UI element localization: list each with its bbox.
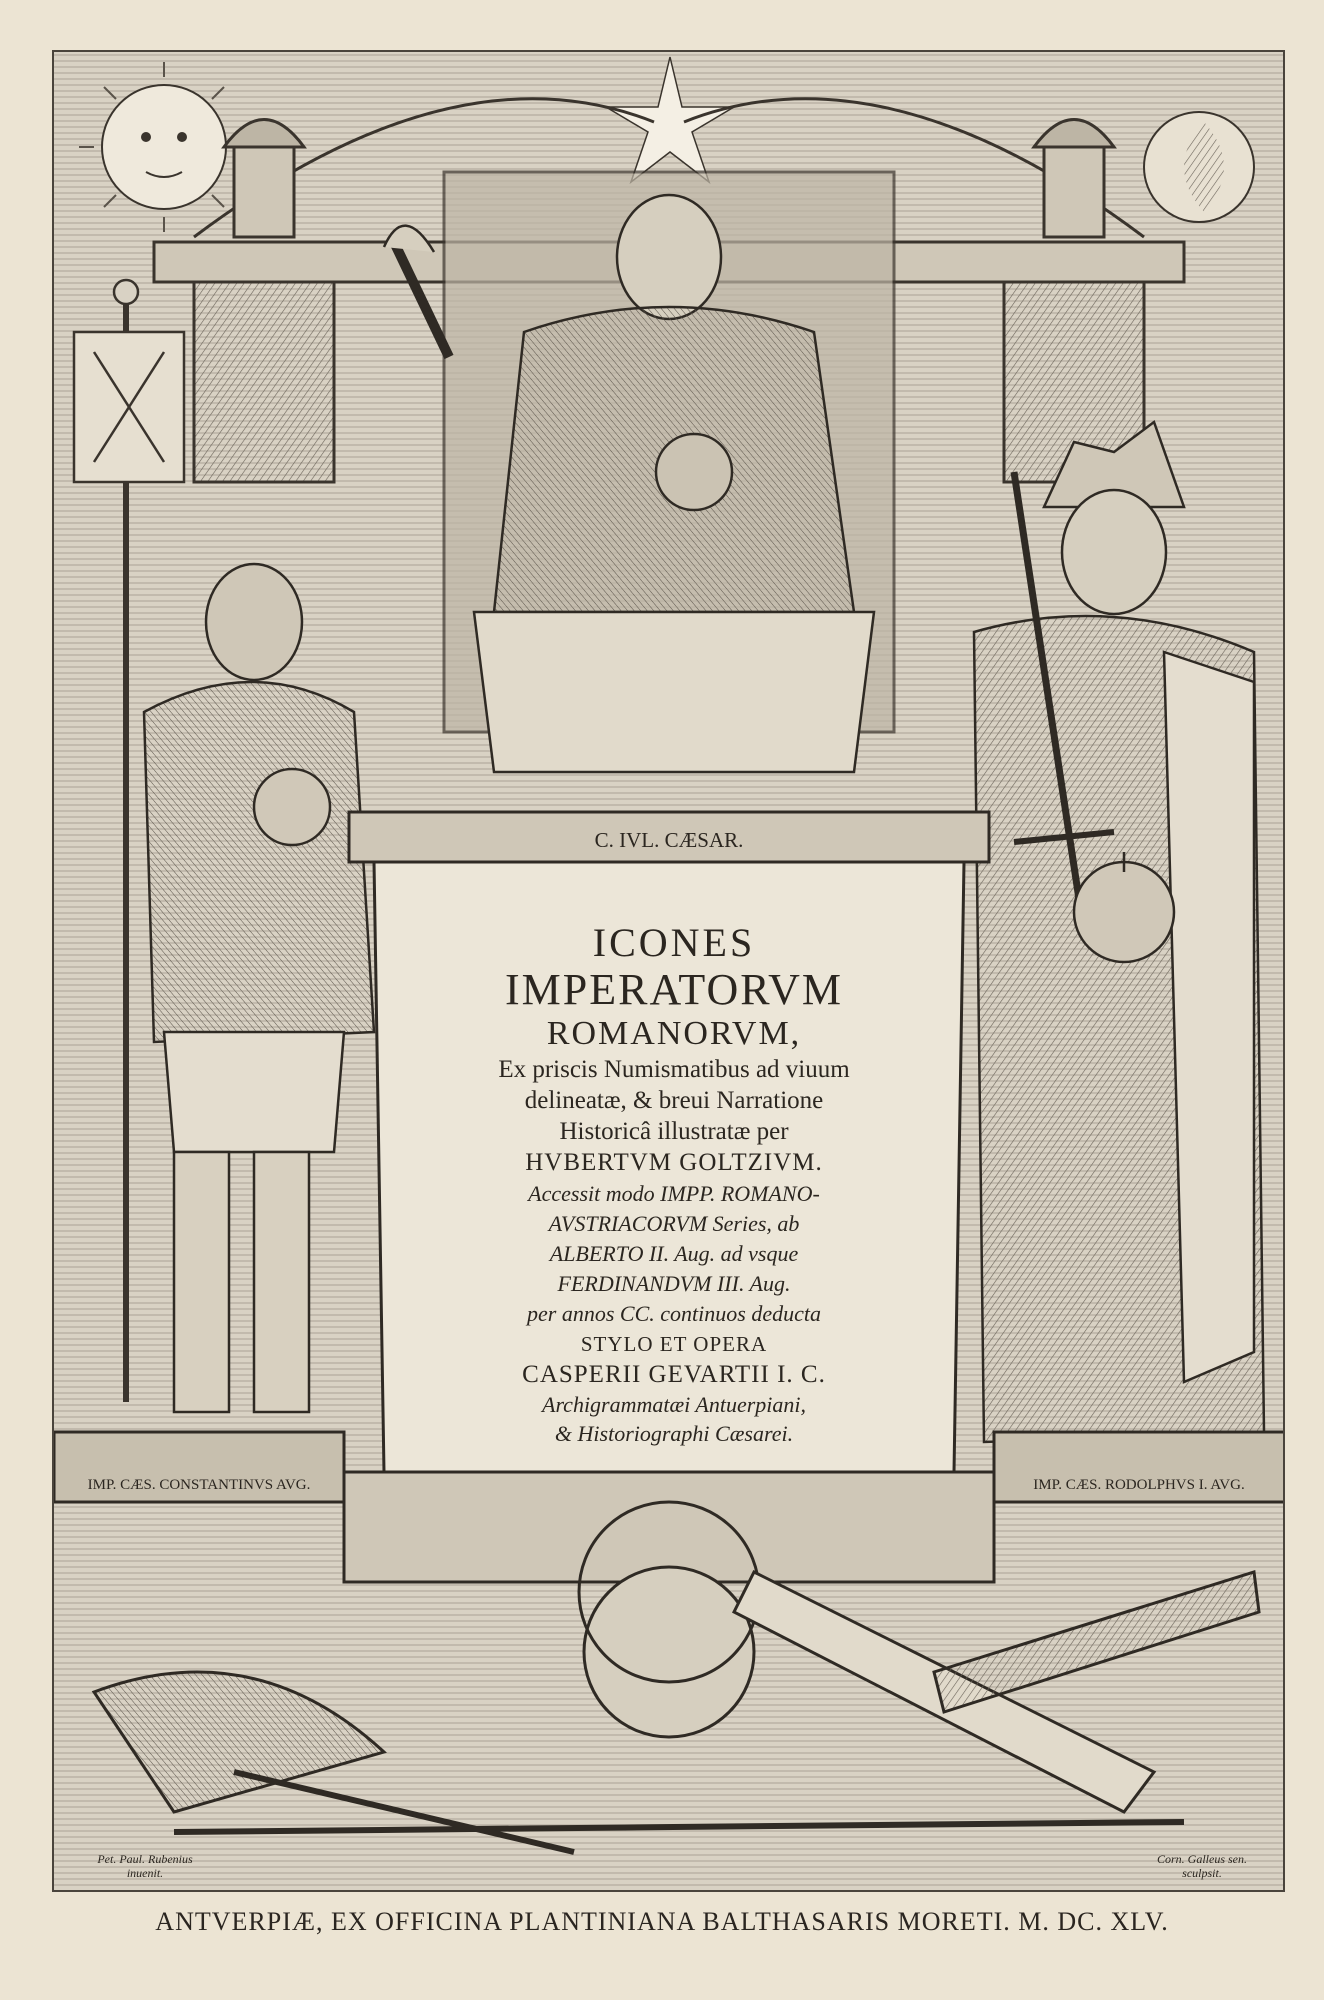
moon-icon <box>1144 112 1254 222</box>
title-line-15: Archigrammatæi Antuerpiani, <box>542 1392 806 1417</box>
inventor-role: inuenit. <box>126 1866 164 1880</box>
left-pedestal-label: IMP. CÆS. CONSTANTINVS AVG. <box>87 1477 311 1493</box>
inventor-name: Pet. Paul. Rubenius <box>97 1852 193 1866</box>
title-line-13: STYLO ET OPERA <box>580 1332 768 1356</box>
title-block <box>414 920 934 1448</box>
right-pedestal-label: IMP. CÆS. RODOLPHVS I. AVG. <box>1033 1477 1245 1493</box>
title-line-5: delineatæ, & breui Narratione <box>524 1087 824 1114</box>
inventor-credit <box>60 1852 230 1880</box>
imprint-line: ANTVERPIÆ, EX OFFICINA PLANTINIANA BALTHASARIS MORETI. M. DC. XLV. <box>155 1907 1169 1936</box>
title-line-14: CASPERII GEVARTII I. C. <box>522 1361 826 1388</box>
title-line-7: HVBERTVM GOLTZIVM. <box>525 1149 823 1176</box>
title-line-10: ALBERTO II. Aug. ad vsque <box>549 1241 799 1266</box>
title-line-9: AVSTRIACORVM Series, ab <box>548 1211 800 1236</box>
title-line-3: ROMANORVM, <box>546 1015 802 1052</box>
title-line-8: Accessit modo IMPP. ROMANO- <box>528 1181 820 1206</box>
engraver-role: sculpsit. <box>1182 1866 1222 1880</box>
title-line-11: FERDINANDVM III. Aug. <box>557 1271 791 1296</box>
statue-label: C. IVL. CÆSAR. <box>594 828 744 852</box>
engraver-name: Corn. Galleus sen. <box>1157 1852 1247 1866</box>
title-line-6: Historicâ illustratæ per <box>559 1118 789 1145</box>
title-line-4: Ex priscis Numismatibus ad viuum <box>498 1056 850 1083</box>
title-line-12: per annos CC. continuos deducta <box>527 1301 821 1326</box>
title-line-2: IMPERATORVM <box>505 965 843 1014</box>
title-line-16: & Historiographi Cæsarei. <box>554 1421 794 1446</box>
engraver-credit <box>1117 1852 1285 1880</box>
title-line-1: ICONES <box>592 920 756 965</box>
engraved-plate <box>52 50 1285 1892</box>
